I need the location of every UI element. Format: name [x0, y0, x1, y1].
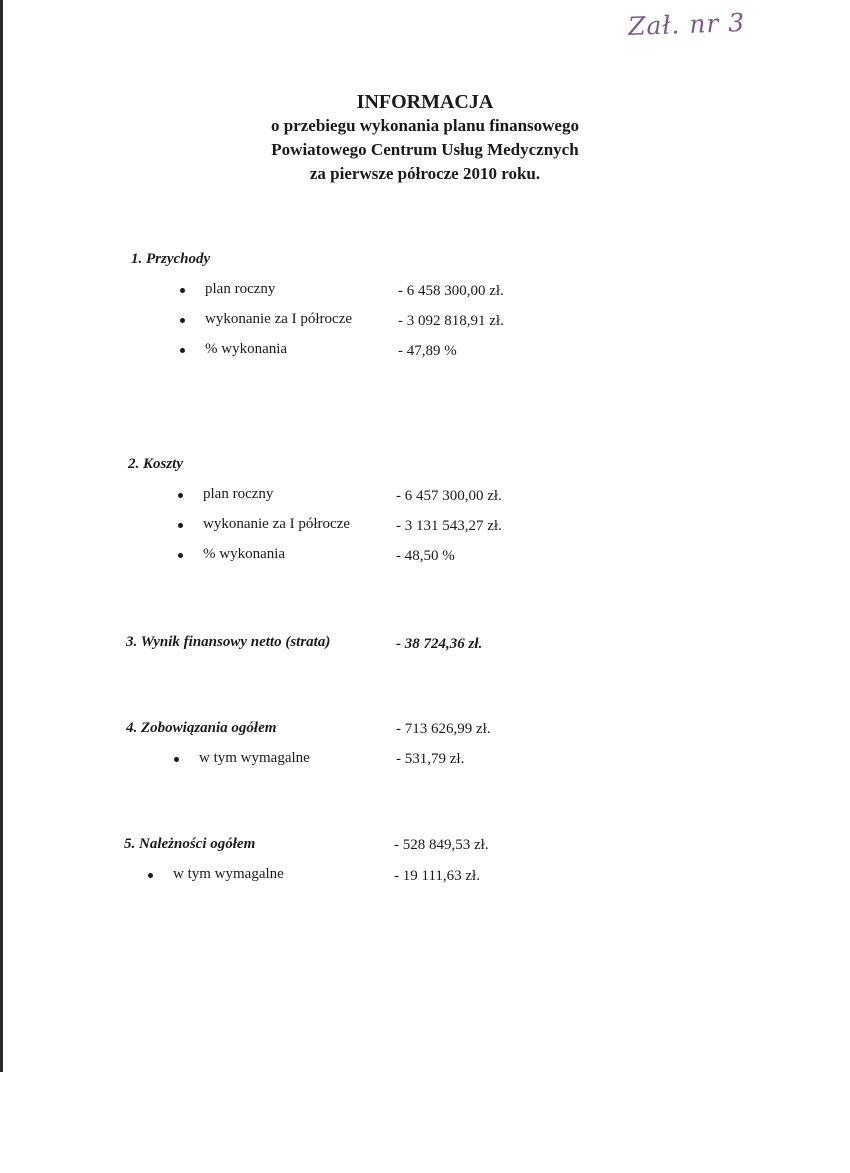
- item-value: - 3 131 543,27 zł.: [396, 518, 502, 534]
- item-value: - 6 458 300,00 zł.: [398, 283, 504, 299]
- bullet-icon: [178, 493, 183, 498]
- title-line-2: Powiatowego Centrum Usług Medycznych: [271, 140, 579, 159]
- item-value: - 531,79 zł.: [396, 751, 465, 767]
- title-line-3: za pierwsze półrocze 2010 roku.: [309, 164, 541, 183]
- zobowiazania-value: - 713 626,99 zł.: [396, 721, 491, 737]
- item-label: plan roczny: [205, 281, 276, 297]
- wynik-value: - 38 724,36 zł.: [396, 636, 483, 652]
- title-line-1: o przebiegu wykonania planu finansowego: [271, 116, 579, 135]
- item-value: - 6 457 300,00 zł.: [396, 488, 502, 504]
- item-label: wykonanie za I półrocze: [203, 516, 351, 532]
- item-value: - 3 092 818,91 zł.: [398, 313, 504, 329]
- section-heading-zobowiazania: 4. Zobowiązania ogółem: [126, 720, 277, 736]
- item-value: - 47,89 %: [398, 343, 457, 359]
- section-heading-wynik: 3. Wynik finansowy netto (strata): [126, 634, 331, 650]
- document-title: INFORMACJA: [356, 91, 494, 113]
- handwritten-annotation: Zał. nr 3: [627, 7, 746, 42]
- item-value: - 19 111,63 zł.: [394, 868, 480, 884]
- bullet-icon: [180, 288, 185, 293]
- bullet-icon: [174, 757, 179, 762]
- bullet-icon: [180, 348, 185, 353]
- item-label: plan roczny: [203, 486, 274, 502]
- bullet-icon: [178, 523, 183, 528]
- item-label: w tym wymagalne: [173, 866, 284, 882]
- bullet-icon: [180, 318, 185, 323]
- section-heading-naleznosci: 5. Należności ogółem: [124, 836, 256, 852]
- item-value: - 48,50 %: [396, 548, 455, 564]
- item-label: w tym wymagalne: [199, 750, 310, 766]
- bullet-icon: [178, 553, 183, 558]
- item-label: % wykonania: [203, 546, 286, 562]
- title-block: [0, 90, 850, 186]
- section-heading-koszty: 2. Koszty: [128, 456, 184, 472]
- bullet-icon: [148, 873, 153, 878]
- section-heading-przychody: 1. Przychody: [131, 251, 211, 267]
- item-label: % wykonania: [205, 341, 288, 357]
- naleznosci-value: - 528 849,53 zł.: [394, 837, 489, 853]
- item-label: wykonanie za I półrocze: [205, 311, 353, 327]
